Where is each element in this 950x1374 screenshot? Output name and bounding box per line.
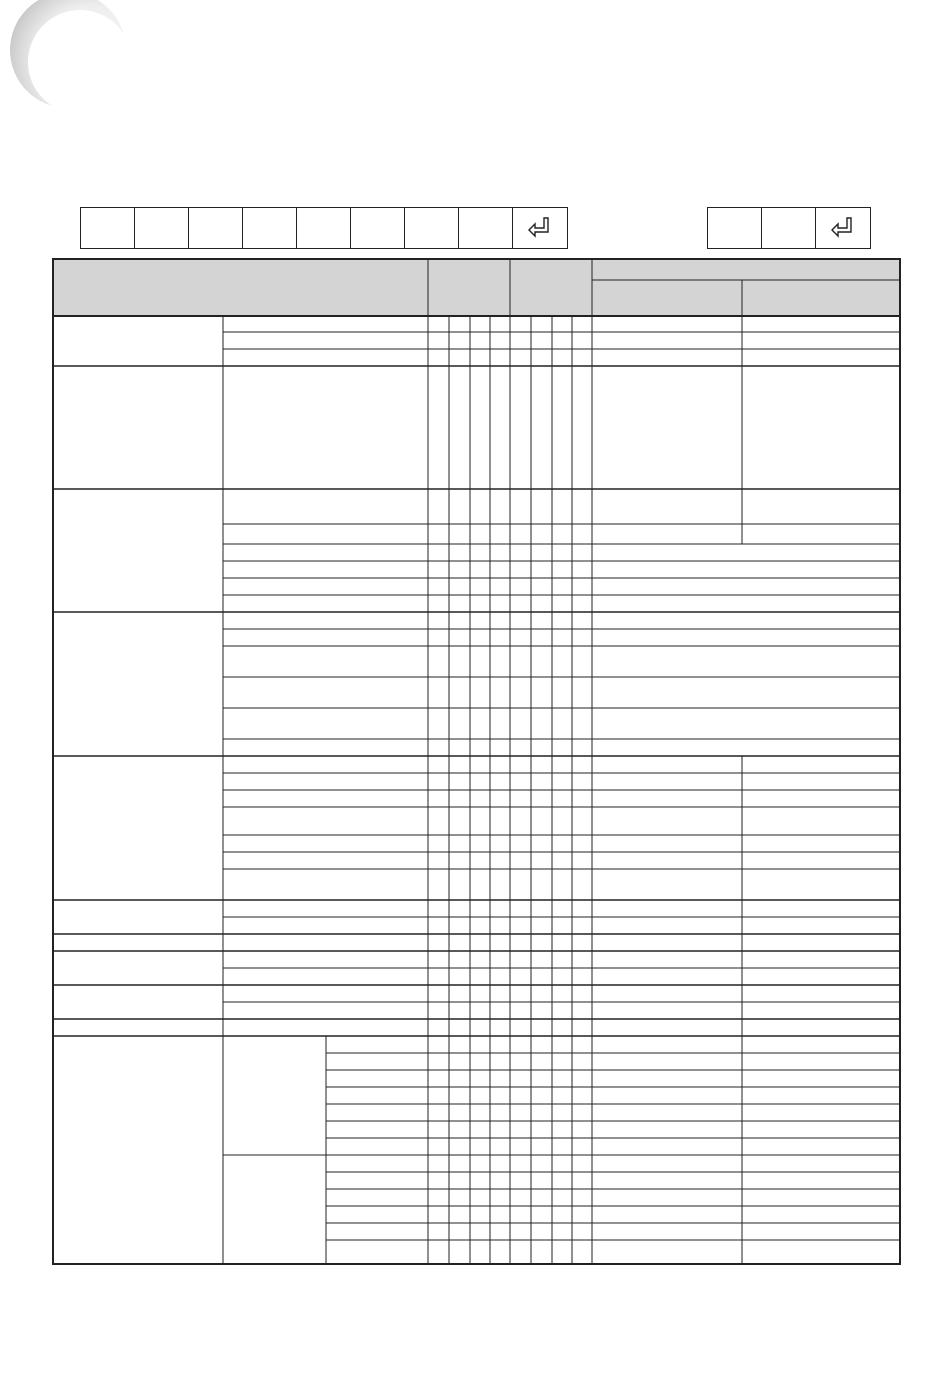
table-header-band <box>53 259 900 316</box>
table-outer-border <box>53 259 900 1264</box>
